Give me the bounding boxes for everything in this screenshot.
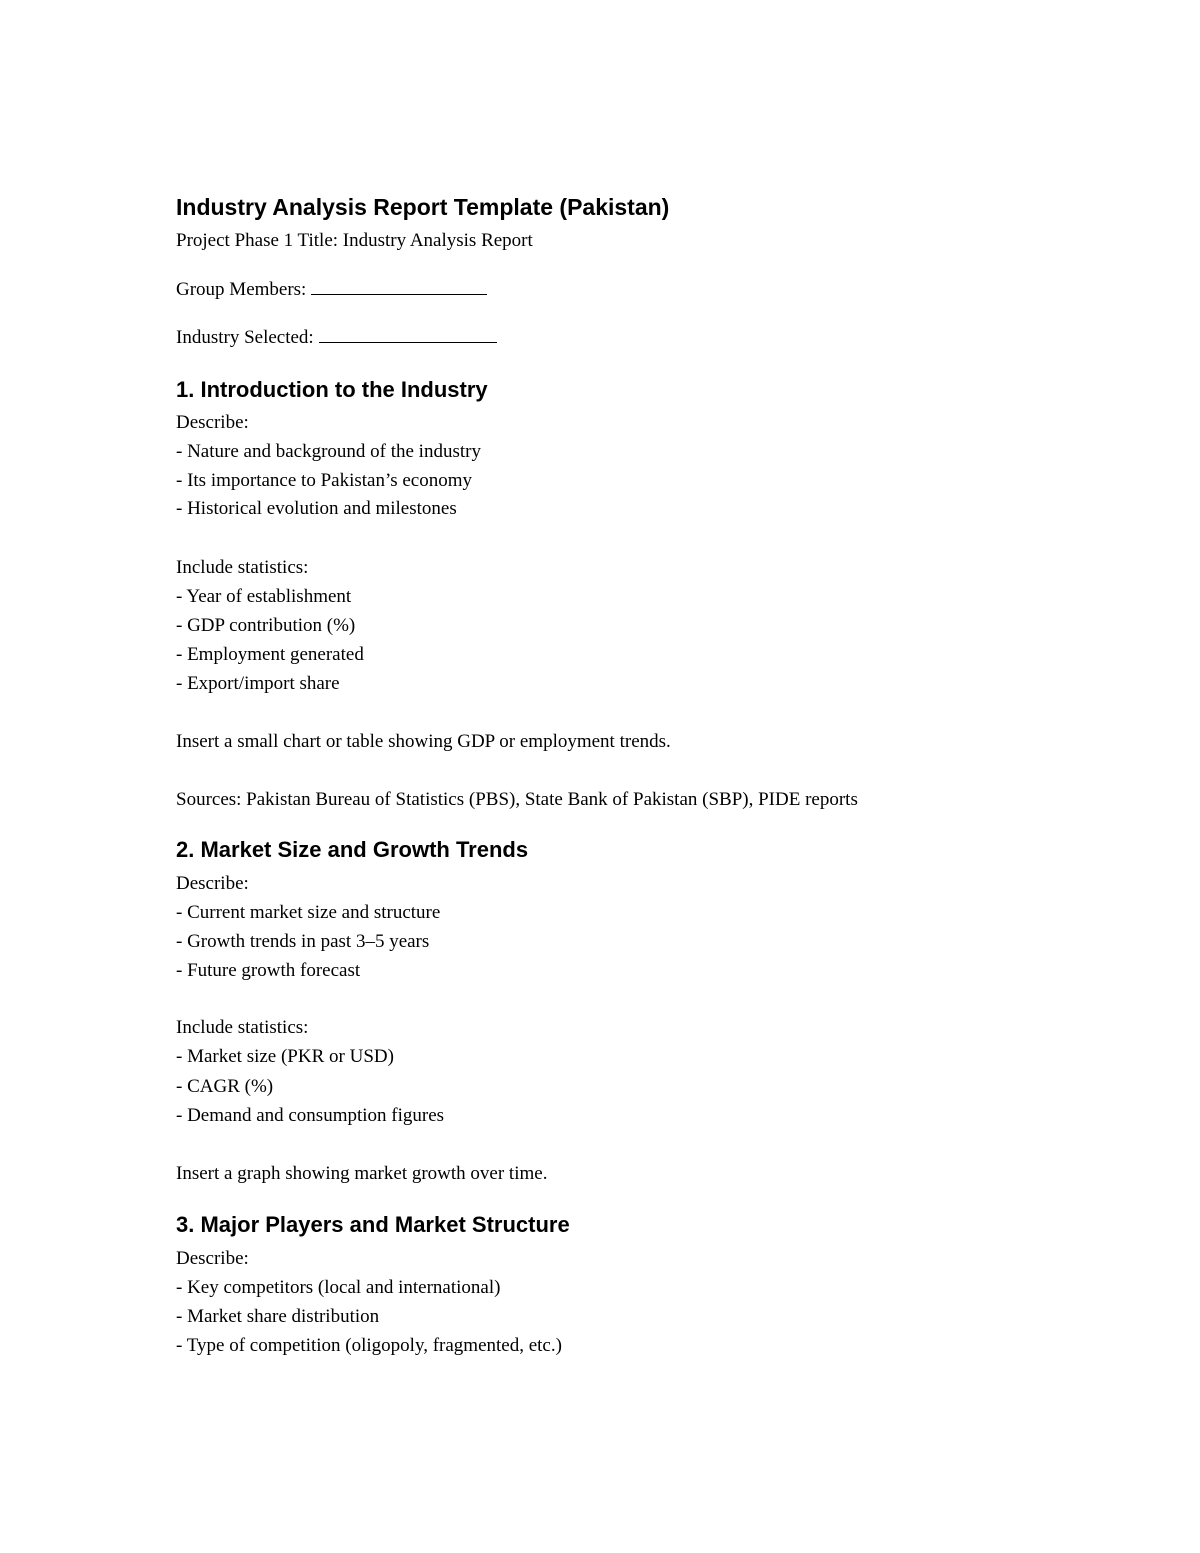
project-title: Project Phase 1 Title: Industry Analysis Report <box>176 230 533 251</box>
list-item: - Market share distribution <box>176 1306 380 1327</box>
list-item: - Year of establishment <box>176 586 352 607</box>
describe-label: Describe: <box>176 873 249 894</box>
industry-selected-line <box>176 326 497 350</box>
list-item: - Future growth forecast <box>176 960 361 981</box>
industry-selected-label: Industry Selected: <box>176 327 314 348</box>
list-item: - Type of competition (oligopoly, fragmented, etc.) <box>176 1335 562 1356</box>
list-item: - GDP contribution (%) <box>176 615 356 636</box>
list-item: - Historical evolution and milestones <box>176 498 457 519</box>
statistics-label: Include statistics: <box>176 1017 309 1038</box>
industry-selected-blank <box>319 326 497 343</box>
list-item: - Demand and consumption figures <box>176 1105 445 1126</box>
statistics-label: Include statistics: <box>176 557 309 578</box>
list-item: - Export/import share <box>176 673 340 694</box>
describe-label: Describe: <box>176 1248 249 1269</box>
group-members-line <box>176 278 487 302</box>
list-item: - Its importance to Pakistan’s economy <box>176 470 473 491</box>
list-item: - Key competitors (local and international) <box>176 1277 501 1298</box>
group-members-label: Group Members: <box>176 279 307 300</box>
list-item: - Current market size and structure <box>176 902 441 923</box>
section-heading-major-players: 3. Major Players and Market Structure <box>176 1212 570 1237</box>
section-heading-market-size: 2. Market Size and Growth Trends <box>176 837 529 862</box>
describe-label: Describe: <box>176 412 249 433</box>
list-item: - CAGR (%) <box>176 1076 274 1097</box>
section-heading-introduction: 1. Introduction to the Industry <box>176 377 488 402</box>
list-item: - Market size (PKR or USD) <box>176 1046 394 1067</box>
group-members-blank <box>311 278 487 295</box>
list-item: - Growth trends in past 3–5 years <box>176 931 430 952</box>
insert-note: Insert a graph showing market growth over time. <box>176 1163 548 1184</box>
list-item: - Employment generated <box>176 644 364 665</box>
insert-note: Insert a small chart or table showing GDP or employment trends. <box>176 731 671 752</box>
document-title: Industry Analysis Report Template (Pakistan) <box>176 194 670 220</box>
list-item: - Nature and background of the industry <box>176 441 481 462</box>
document-page <box>176 0 1136 1553</box>
sources-note: Sources: Pakistan Bureau of Statistics (PBS), State Bank of Pakistan (SBP), PIDE reports <box>176 789 858 810</box>
